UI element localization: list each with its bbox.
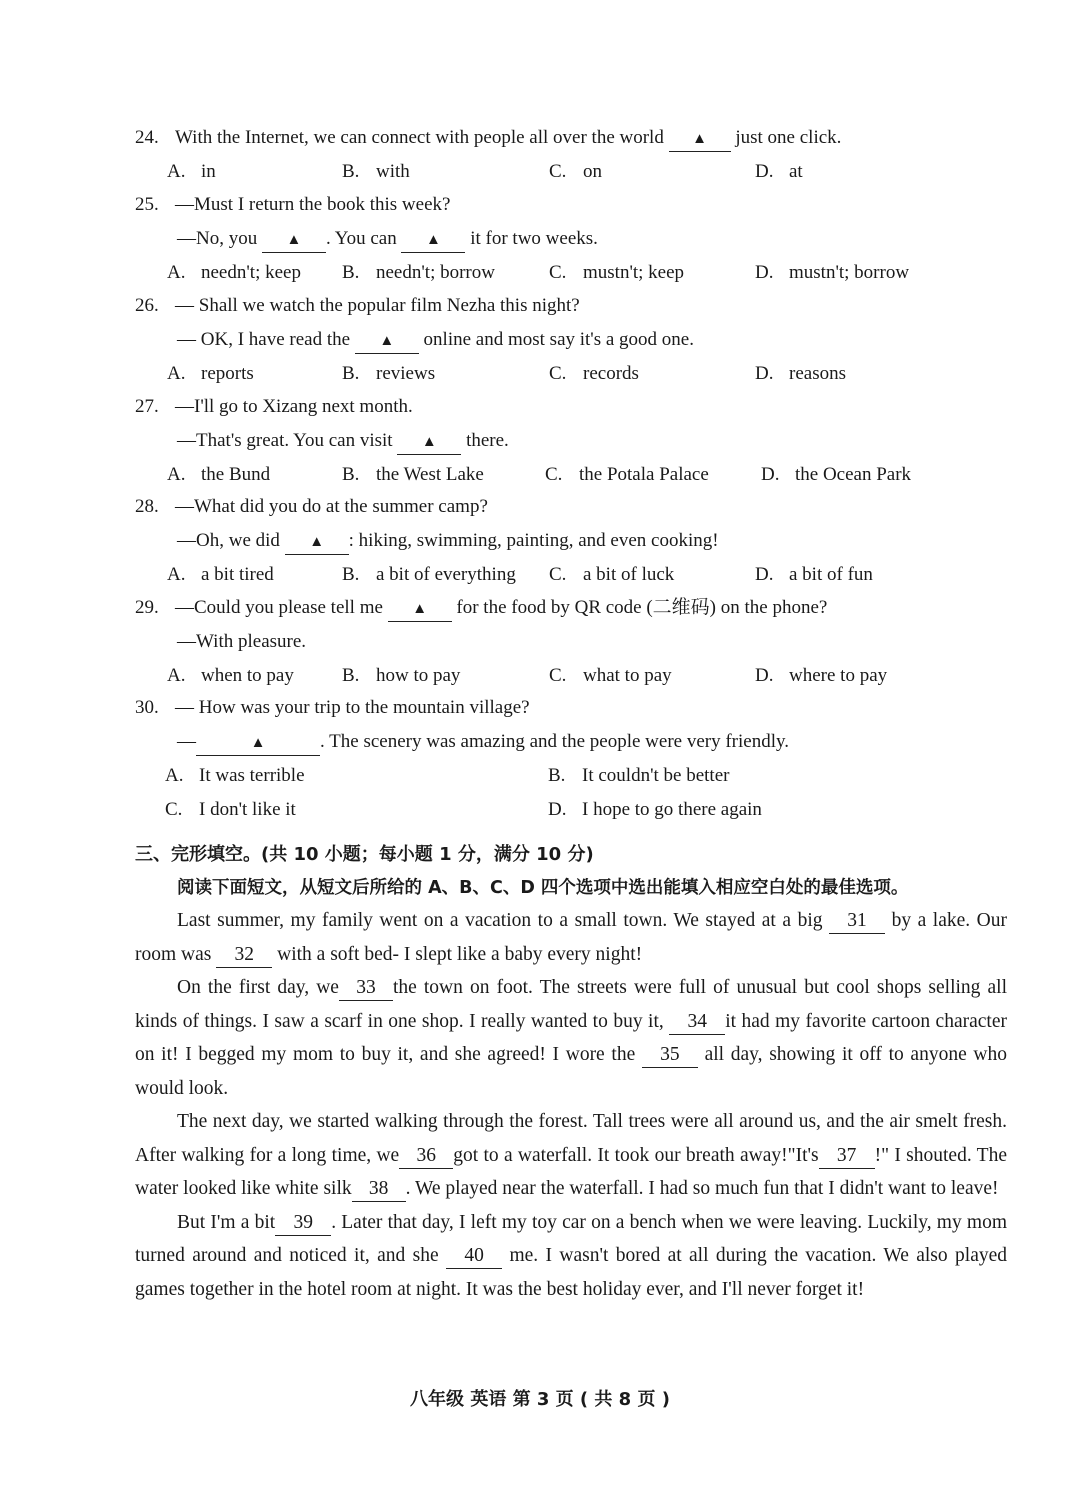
cloze-passage [135, 904, 1007, 1306]
question-number: 24. [135, 127, 159, 148]
question-number: 25. [135, 194, 159, 215]
question-text: — How was your trip to the mountain village? [175, 697, 530, 718]
cloze-blank-37: 37 [819, 1144, 875, 1169]
option-b: B. needn't; borrow [342, 262, 495, 283]
question-27 [135, 390, 1015, 492]
option-b: B. how to pay [342, 665, 461, 686]
question-number: 26. [135, 295, 159, 316]
options-row [135, 759, 1015, 793]
option-a: A. the Bund [167, 464, 271, 485]
question-text: —Must I return the book this week? [175, 194, 451, 215]
option-a: A. needn't; keep [167, 262, 301, 283]
option-d: D. I hope to go there again [548, 799, 762, 820]
option-b: B. It couldn't be better [548, 765, 730, 786]
option-a: A. reports [167, 363, 254, 384]
question-text: there. [461, 430, 509, 451]
answer-blank: ▲ [401, 228, 465, 253]
question-text: With the Internet, we can connect with people all over the world [175, 127, 669, 148]
cloze-blank-36: 36 [399, 1144, 453, 1169]
page-footer: 八年级 英语 第 3 页 ( 共 8 页 ) [410, 1389, 670, 1410]
cloze-blank-35: 35 [642, 1043, 698, 1068]
section-instruction: 阅读下面短文，从短文后所给的 A、B、C、D 四个选项中选出能填入相应空白处的最佳选项。 [177, 878, 909, 898]
options-row [135, 558, 1015, 592]
option-b: B. with [342, 161, 410, 182]
options-row [135, 357, 1015, 391]
question-text: —That's great. You can visit [177, 430, 398, 451]
answer-blank: ▲ [262, 228, 326, 253]
question-text: for the food by QR code (二维码) on the phone? [451, 597, 828, 618]
option-d: D. the Ocean Park [761, 464, 912, 485]
cloze-paragraph-3: The next day, we started walking through the forest. Tall trees were all around us, and the air smelt fresh. After walking for a long time, we 36 got to a waterfall. It took our breath away!"It's 37 !" I shouted. The water looked like white silk 38 . We played near the waterfall. I had so much fun that I didn't want to leave! [135, 1105, 1007, 1206]
question-text: . The scenery was amazing and the people were very friendly. [320, 731, 789, 752]
question-text: —I'll go to Xizang next month. [175, 396, 413, 417]
option-a: A. It was terrible [165, 765, 305, 786]
cloze-blank-31: 31 [829, 909, 885, 934]
option-c: C. the Potala Palace [545, 464, 709, 485]
answer-blank: ▲ [388, 597, 452, 622]
answer-blank: ▲ [196, 731, 320, 756]
option-b: B. a bit of everything [342, 564, 516, 585]
section-title: 三、完形填空。(共 10 小题；每小题 1 分，满分 10 分) [135, 844, 594, 865]
answer-blank: ▲ [669, 127, 731, 152]
option-c: C. mustn't; keep [549, 262, 685, 283]
question-text: it for two weeks. [465, 228, 598, 249]
option-c: C. I don't like it [165, 799, 296, 820]
cloze-paragraph-2: On the first day, we 33 the town on foot. The streets were full of unusual but cool shops selling all kinds of things. I saw a scarf in one shop. I really wanted to buy it, 34 it had my favorite cartoon character on it! I begged my mom to buy it, and she agreed! I wore the 35 all day, showing it off to anyone who would look. [135, 977, 1007, 1099]
option-b: B. the West Lake [342, 464, 484, 485]
cloze-blank-40: 40 [446, 1244, 502, 1269]
option-a: A. a bit tired [167, 564, 274, 585]
question-text: —With pleasure. [177, 631, 307, 652]
option-d: D. a bit of fun [755, 564, 873, 585]
question-25 [135, 188, 1015, 290]
question-text: just one click. [730, 127, 842, 148]
cloze-paragraph-4: But I'm a bit 39 . Later that day, I left my toy car on a bench when we were leaving. Luckily, my mom turned around and noticed it, and she 40 me. I wasn't bored at all during the vacation. We also played games together in the hotel room at night. It was the best holiday ever, and I'll never forget it! [135, 1211, 1008, 1300]
option-d: D. reasons [755, 363, 846, 384]
options-row [135, 659, 1015, 693]
option-c: C. records [549, 363, 639, 384]
cloze-blank-34: 34 [669, 1010, 725, 1035]
question-30 [135, 691, 1015, 827]
question-text: . You can [325, 228, 402, 249]
answer-blank: ▲ [397, 430, 461, 455]
cloze-blank-38: 38 [352, 1177, 406, 1202]
option-d: D. at [755, 161, 803, 182]
answer-blank: ▲ [285, 530, 349, 555]
question-number: 27. [135, 396, 159, 417]
options-row [135, 793, 1015, 827]
question-number: 30. [135, 697, 159, 718]
question-29 [135, 591, 1015, 693]
question-text: online and most say it's a good one. [418, 329, 694, 350]
options-row [135, 256, 1015, 290]
option-c: C. what to pay [549, 665, 672, 686]
question-28 [135, 490, 1015, 592]
question-text: —Could you please tell me [175, 597, 388, 618]
option-b: B. reviews [342, 363, 436, 384]
question-number: 28. [135, 496, 159, 517]
options-row [135, 458, 1015, 492]
cloze-blank-32: 32 [216, 943, 272, 968]
options-row [135, 155, 1015, 189]
question-24 [135, 121, 1015, 189]
question-text: —What did you do at the summer camp? [175, 496, 488, 517]
question-26 [135, 289, 1015, 391]
question-text: : hiking, swimming, painting, and even cooking! [348, 530, 719, 551]
answer-blank: ▲ [355, 329, 419, 354]
option-a: A. when to pay [167, 665, 294, 686]
option-d: D. mustn't; borrow [755, 262, 910, 283]
option-c: C. a bit of luck [549, 564, 675, 585]
option-a: A. in [167, 161, 216, 182]
option-d: D. where to pay [755, 665, 888, 686]
cloze-blank-39: 39 [275, 1211, 331, 1236]
question-number: 29. [135, 597, 159, 618]
question-text: — OK, I have read the [177, 329, 355, 350]
question-text: —Oh, we did [177, 530, 285, 551]
question-text: —No, you [177, 228, 262, 249]
cloze-paragraph-1: Last summer, my family went on a vacation to a small town. We stayed at a big 31 by a lake. Our room was 32 with a soft bed- I slept like a baby every night! [135, 904, 1007, 971]
cloze-blank-33: 33 [339, 976, 393, 1001]
question-text: — [177, 731, 196, 752]
option-c: C. on [549, 161, 602, 182]
question-text: — Shall we watch the popular film Nezha this night? [175, 295, 580, 316]
